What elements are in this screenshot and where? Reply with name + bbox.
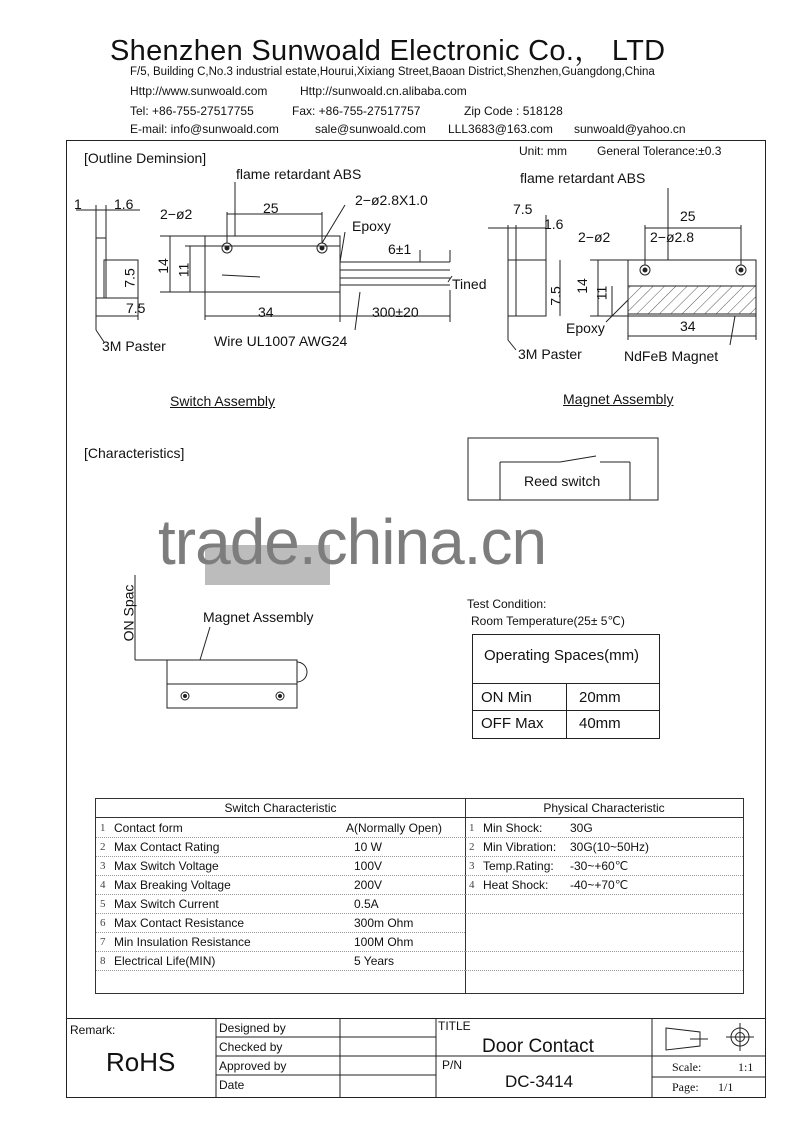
magnet-dim-11: 11 (593, 285, 610, 301)
switch-epoxy: Epoxy (352, 218, 391, 234)
operating-spaces-table (472, 634, 660, 739)
unit-label: Unit: mm (519, 144, 567, 158)
remark-label: Remark: (70, 1023, 116, 1037)
switch-dim-11: 11 (175, 262, 192, 278)
table-row: 5 Max Switch Current 0.5A (96, 895, 465, 914)
approved-by-label: Approved by (219, 1059, 287, 1073)
switch-dim-14: 14 (154, 258, 171, 274)
switch-hole-small: 2−ø2 (160, 206, 193, 222)
switch-strip: 6±1 (388, 241, 412, 257)
company-name: Shenzhen Sunwoald Electronic Co.， LTD (110, 35, 666, 67)
magnet-epoxy: Epoxy (566, 320, 605, 336)
alibaba-link[interactable]: Http://sunwoald.cn.alibaba.com (300, 84, 467, 98)
magnet-width-25: 25 (680, 208, 696, 224)
table-row: 6 Max Contact Resistance 300m Ohm (96, 914, 465, 933)
table-row: 2 Max Contact Rating 10 W (96, 838, 465, 857)
outline-section-title: [Outline Deminsion] (84, 150, 207, 166)
switch-dim-7-5-vertical: 7.5 (121, 268, 138, 288)
physical-characteristic-header: Physical Characteristic (465, 799, 743, 818)
switch-tined: Tined (452, 276, 487, 292)
op-off-value: 40mm (579, 715, 621, 732)
ndfeb-magnet-fill (628, 286, 756, 314)
magnet-assembly-label: Magnet Assembly (203, 609, 314, 625)
op-title: Operating Spaces(mm) (484, 647, 640, 664)
magnet-dim-7-5: 7.5 (513, 201, 533, 217)
magnet-dim-14: 14 (573, 278, 590, 294)
table-row: 4 Max Breaking Voltage 200V (96, 876, 465, 895)
rohs-label: RoHS (106, 1047, 176, 1077)
magnet-assembly-title: Magnet Assembly (563, 391, 674, 407)
table-row: 8 Electrical Life(MIN) 5 Years (96, 952, 465, 971)
magnet-dim-1-6: 1.6 (544, 216, 564, 232)
scale-label: Scale: (672, 1060, 702, 1074)
title-block (66, 1018, 766, 1099)
table-row (465, 933, 743, 952)
switch-paster: 3M Paster (102, 338, 166, 354)
zip-code: Zip Code : 518128 (464, 104, 563, 118)
table-row: 1 Min Shock: 30G (465, 819, 743, 838)
op-on-label: ON Min (481, 689, 532, 706)
switch-body-outline (205, 236, 340, 292)
switch-hole-big: 2−ø2.8X1.0 (355, 192, 428, 208)
email-yahoo[interactable]: sunwoald@yahoo.cn (574, 122, 686, 136)
magnet-hole-big: 2−ø2.8 (650, 229, 694, 245)
switch-dim-7-5: 7.5 (126, 300, 146, 316)
table-row (465, 952, 743, 971)
switch-material-label: flame retardant ABS (236, 166, 362, 182)
characteristics-table (95, 798, 744, 994)
table-row: 2 Min Vibration: 30G(10~50Hz) (465, 838, 743, 857)
scale-value: 1:1 (738, 1060, 754, 1074)
switch-assembly-title: Switch Assembly (170, 393, 276, 409)
op-off-label: OFF Max (481, 715, 544, 732)
page-label: Page: (672, 1080, 699, 1094)
part-number: DC-3414 (505, 1072, 574, 1091)
fax: Fax: +86-755-27517757 (292, 104, 421, 118)
email-sale[interactable]: sale@sunwoald.com (315, 122, 426, 136)
email-lll[interactable]: LLL3683@163.com (448, 122, 553, 136)
magnet-paster: 3M Paster (518, 346, 582, 362)
title-label: TITLE (438, 1019, 471, 1033)
characteristics-section-title: [Characteristics] (84, 445, 185, 461)
table-row: 3 Temp.Rating: -30~+60℃ (465, 857, 743, 876)
telephone: Tel: +86-755-27517755 (130, 104, 254, 118)
page-value: 1/1 (718, 1080, 734, 1094)
checked-by-label: Checked by (219, 1040, 283, 1054)
table-row: 1 Contact form A(Normally Open) (96, 819, 465, 838)
table-row: 4 Heat Shock: -40~+70℃ (465, 876, 743, 895)
on-space-label: ON Spac (120, 584, 137, 642)
switch-width-25: 25 (263, 200, 279, 216)
dim-1-6: 1.6 (114, 196, 134, 212)
switch-wire-length: 300±20 (372, 304, 419, 320)
switch-wire: Wire UL1007 AWG24 (214, 333, 348, 349)
switch-len-34: 34 (258, 304, 274, 320)
room-temperature: Room Temperature(25± 5℃) (471, 614, 625, 628)
table-row: 7 Min Insulation Resistance 100M Ohm (96, 933, 465, 952)
tolerance-label: General Tolerance:±0.3 (597, 144, 722, 158)
magnet-ndfeb: NdFeB Magnet (624, 348, 719, 364)
dim-1: 1 (74, 196, 82, 212)
magnet-side-body (516, 260, 546, 316)
table-row: 3 Max Switch Voltage 100V (96, 857, 465, 876)
company-address: F/5, Building C,No.3 industrial estate,Hourui,Xixiang Street,Baoan District,Shenzhen,Guangdong,China (130, 66, 655, 78)
website-link[interactable]: Http://www.sunwoald.com (130, 84, 268, 98)
magnet-material-label: flame retardant ABS (520, 170, 646, 186)
magnet-len-34: 34 (680, 318, 696, 334)
magnet-side-tab (508, 260, 516, 316)
magnet-hole-small: 2−ø2 (578, 229, 611, 245)
test-condition: Test Condition: (467, 597, 547, 611)
reed-switch-label: Reed switch (524, 473, 601, 489)
switch-characteristic-header: Switch Characteristic (96, 799, 465, 818)
table-row (465, 895, 743, 914)
op-on-value: 20mm (579, 689, 621, 706)
document-title: Door Contact (482, 1036, 594, 1057)
watermark: trade.china.cn (158, 506, 547, 578)
pn-label: P/N (442, 1058, 463, 1072)
email-info[interactable]: E-mail: info@sunwoald.com (130, 122, 279, 136)
date-label: Date (219, 1078, 245, 1092)
designed-by-label: Designed by (219, 1021, 286, 1035)
magnet-dim-7-5-vertical: 7.5 (547, 286, 564, 306)
